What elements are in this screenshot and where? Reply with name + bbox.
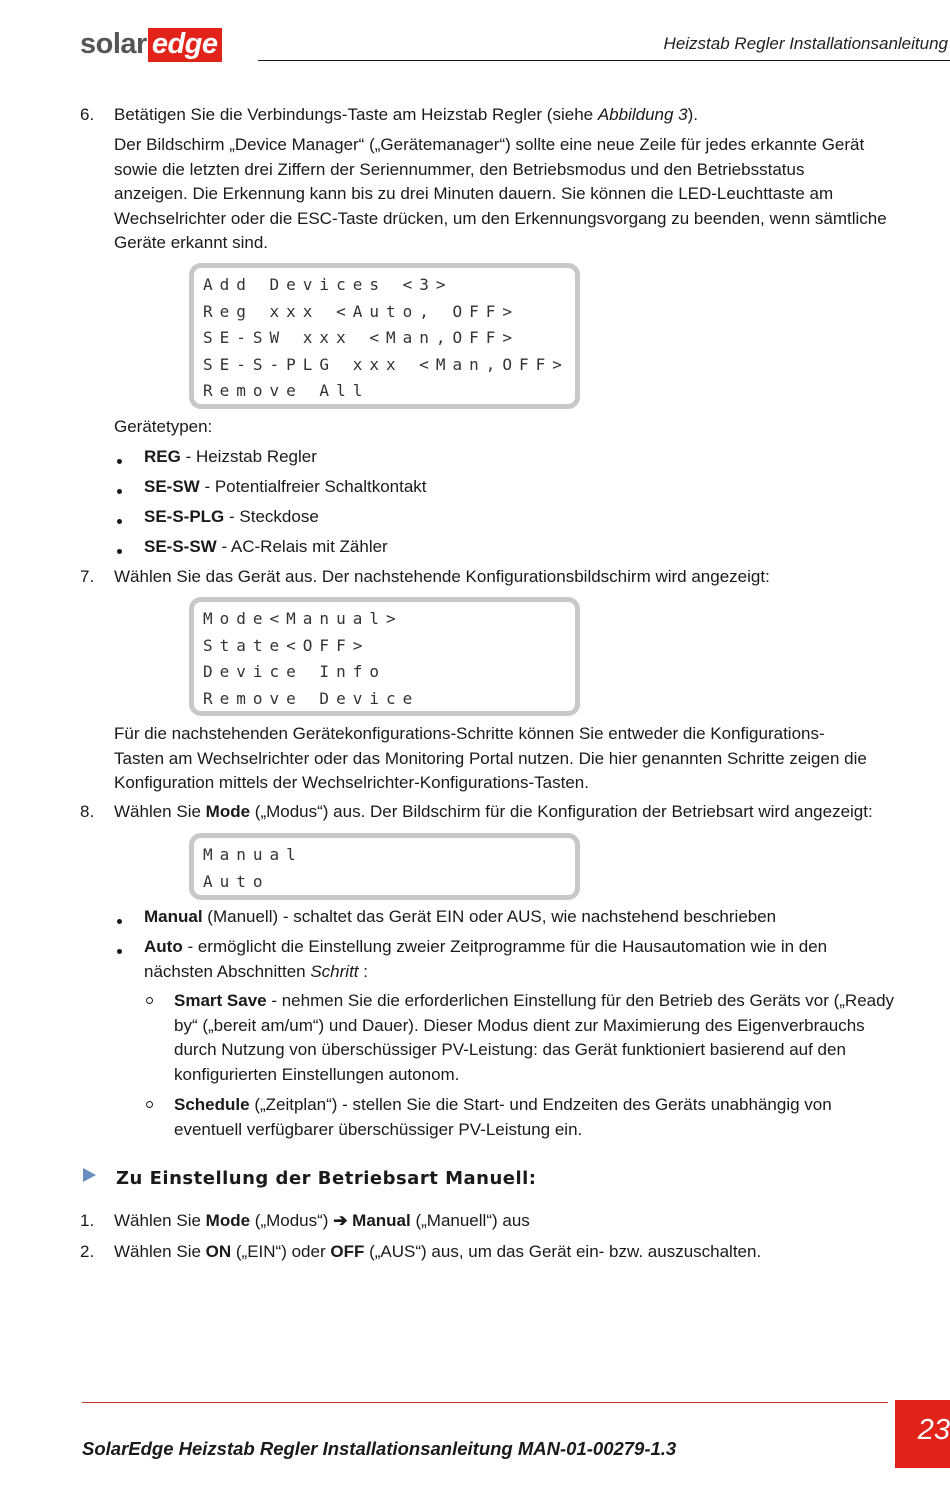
page-number: 23	[917, 1414, 950, 1446]
step-number: 7.	[80, 567, 95, 586]
step6-instruction: Betätigen Sie die Verbindungs-Taste am Heizstab Regler (siehe Abbildung 3).	[114, 105, 699, 124]
bullet-icon	[117, 919, 122, 924]
step6-paragraph: Der Bildschirm „Device Manager“ („Gerätemanager“) sollte eine neue Zeile für jedes erkannte Gerät sowie die letzten drei Ziffern der Seriennummer, den Betriebsmodus und den Betriebsstatus anzeigen. Die Erkennung kann bis zu drei Minuten dauern. Sie können die LED-Leuchttaste am Wechselrichter oder die ESC-Taste drücken, um den Erkennungsvorgang zu beenden, wenn sämtliche Geräte erkannt sind.	[114, 135, 887, 252]
circle-bullet-icon	[146, 1101, 153, 1108]
header-rule	[258, 60, 950, 61]
lcd-mode: Manual Auto	[189, 833, 580, 900]
smart-save-item: Smart Save - nehmen Sie die erforderlichen Einstellung für den Betrieb des Geräts vor („Ready by“ („bereit am/um“) und Dauer). Dieser Modus dient zur Maximierung des Eigenverbrauchs durch Nutzung von überschüssiger PV-Leistung: das Gerät funktioniert basierend auf den konfigurierten Einstellungen autonom.	[174, 991, 895, 1084]
device-type-item: SE-SW - Potentialfreier Schaltkontakt	[144, 477, 427, 496]
mode-manual-item: Manual (Manuell) - schaltet das Gerät EIN oder AUS, wie nachstehend beschrieben	[144, 907, 777, 926]
footer-rule	[82, 1402, 888, 1403]
device-type-item: SE-S-PLG - Steckdose	[144, 507, 319, 526]
step7-paragraph: Für die nachstehenden Gerätekonfigurations-Schritte können Sie entweder die Konfigurations- Tasten am Wechselrichter oder das Monitoring Portal nutzen. Die hier genannten Schritte zeigen die Konfiguration mittels der Wechselrichter-Konfigurations-Tasten.	[114, 724, 867, 792]
manual-step-2: Wählen Sie ON („EIN“) oder OFF („AUS“) aus, um das Gerät ein- bzw. auszuschalten.	[114, 1242, 762, 1261]
circle-bullet-icon	[146, 997, 153, 1004]
bullet-icon	[117, 459, 122, 464]
section-arrow-icon	[83, 1168, 96, 1182]
step7-instruction: Wählen Sie das Gerät aus. Der nachstehende Konfigurationsbildschirm wird angezeigt:	[114, 567, 770, 586]
lcd-device-manager: Add Devices <3> Reg xxx <Auto, OFF> SE-SW xxx <Man,OFF> SE-S-PLG xxx <Man,OFF> Remove All	[189, 263, 580, 409]
bullet-icon	[117, 489, 122, 494]
bullet-icon	[117, 949, 122, 954]
step-number: 2.	[80, 1242, 95, 1261]
device-type-item: SE-S-SW - AC-Relais mit Zähler	[144, 537, 388, 556]
header-title: Heizstab Regler Installationsanleitung	[663, 34, 948, 53]
step8-instruction: Wählen Sie Mode („Modus“) aus. Der Bildschirm für die Konfiguration der Betriebsart wird angezeigt:	[114, 802, 873, 821]
schedule-item: Schedule („Zeitplan“) - stellen Sie die Start- und Endzeiten des Geräts unabhängig von eventuell verfügbarer überschüssiger PV-Leistung ein.	[174, 1095, 832, 1139]
bullet-icon	[117, 519, 122, 524]
lcd-configuration: Mode<Manual> State<OFF> Device Info Remove Device	[189, 597, 580, 716]
section-heading: Zu Einstellung der Betriebsart Manuell:	[116, 1168, 537, 1189]
bullet-icon	[117, 549, 122, 554]
mode-auto-item: Auto - ermöglicht die Einstellung zweier Zeitprogramme für die Hausautomation wie in den nächsten Abschnitten Schritt :	[144, 937, 828, 981]
arrow-right-icon: ➔	[333, 1211, 348, 1230]
step-number: 1.	[80, 1211, 95, 1230]
device-type-item: REG - Heizstab Regler	[144, 447, 317, 466]
step-number: 6.	[80, 105, 95, 124]
solaredge-logo: solar edge	[80, 28, 222, 61]
step-number: 8.	[80, 802, 95, 821]
device-types-label: Gerätetypen:	[114, 417, 213, 436]
footer-text: SolarEdge Heizstab Regler Installationsanleitung MAN-01-00279-1.3	[82, 1438, 677, 1459]
manual-step-1: Wählen Sie Mode („Modus“) ➔ Manual („Manuell“) aus	[114, 1211, 530, 1230]
